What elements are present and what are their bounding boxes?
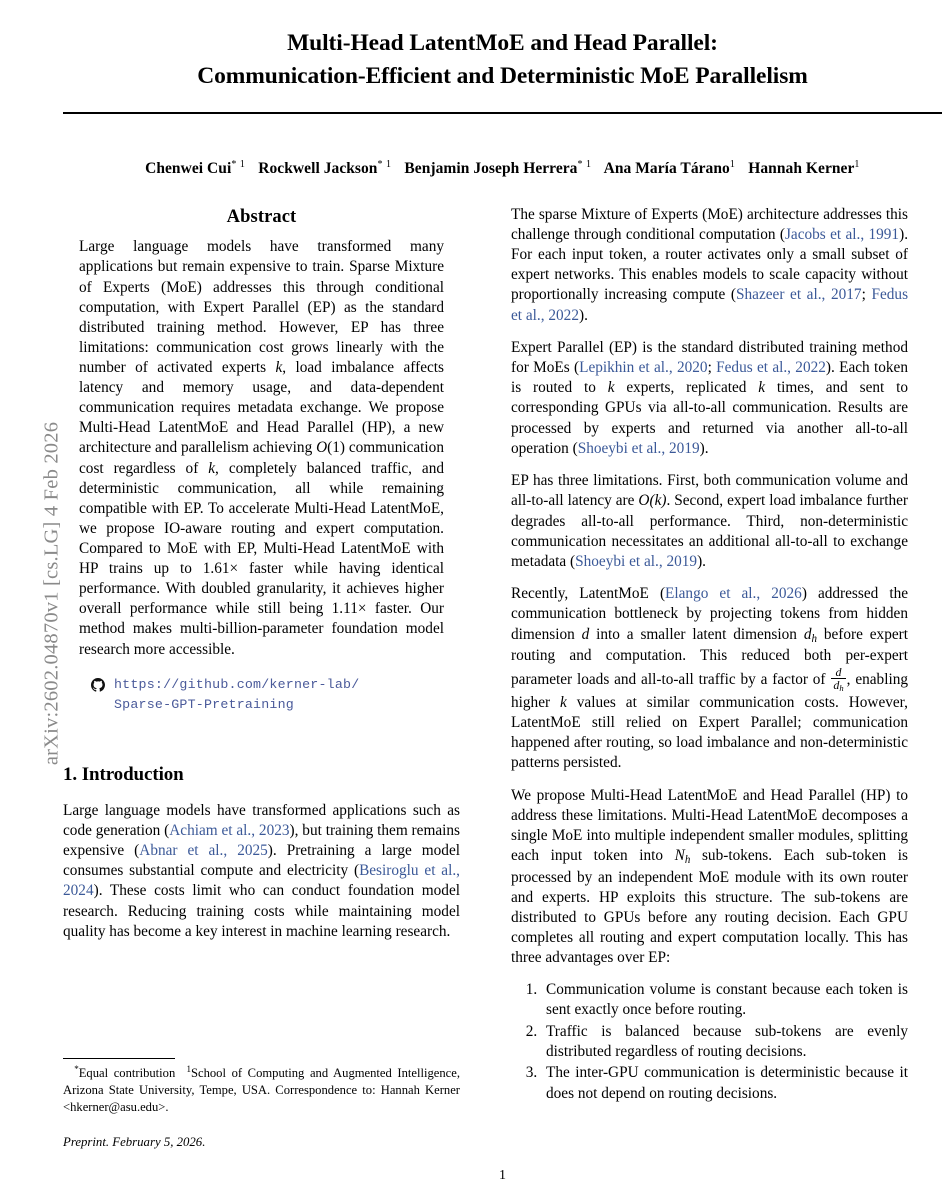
rc4-frag-5: , enabling higher [511,670,908,711]
intro-frag-2: ), but training them remains expensive ( [63,822,460,860]
paper-title-line-1: Multi-Head LatentMoE and Head Parallel: [287,30,718,56]
rc4-frag-1: Recently, LatentMoE ( [511,585,666,603]
math-k: k [607,379,615,397]
list-item: 2. Traffic is balanced because sub-tokens are evenly distributed regardless of routing decisions. [541,1022,908,1062]
author-entry [604,160,736,177]
citation-jacobs[interactable]: Jacobs et al., 1991 [784,226,900,244]
rc5-frag-1: We propose Multi-Head LatentMoE and Head Parallel (HP) to address these limitations. Multi-Head LatentMoE decomposes a single MoE into multiple independent smaller modules, splitting each input token into [511,786,908,865]
rc3-frag-3: ). [697,552,706,570]
footnote-affiliation: School of Computing and Augmented Intelligence, Arizona State University, Tempe, USA. Correspondence to: Hannah Kerner <hkerner@asu.edu>. [63,1066,460,1114]
footnote-equal-contribution: Equal contribution [78,1066,176,1081]
title-block [63,0,942,114]
speedup-value-2: 1.11× [331,600,367,618]
right-paragraph-3 [511,471,908,572]
right-paragraph-5 [511,786,908,968]
rc4-frag-4: before expert routing and computation. This reduced both per-expert parameter loads and all-to-all traffic by a factor of [511,625,908,688]
abstract-frag-4: , completely balanced traffic, and deterministic communication, all while remaining compatible with EP. To accelerate Multi-Head LatentMoE, we propose IO-aware routing and expert computation. Compared to MoE with EP, Multi-Head LatentMoE with HP trains up to [79,459,444,578]
repository-url[interactable] [114,675,359,715]
introduction-paragraph [63,801,460,942]
author-entry [404,160,591,177]
rc1-frag-1: The sparse Mixture of Experts (MoE) architecture addresses this challenge through conditional computation ( [511,206,908,244]
author-name: Rockwell Jackson [258,159,378,177]
rc3-frag-1: EP has three limitations. First, both communication volume and all-to-all latency are [511,472,908,510]
citation-shoeybi[interactable]: Shoeybi et al., 2019 [575,552,698,570]
author-name: Ana María Tárano [603,159,730,177]
citation-shoeybi[interactable]: Shoeybi et al., 2019 [577,439,700,457]
repository-url-line-1: https://github.com/kerner-lab/ [114,676,360,692]
author-entry [145,160,245,177]
body-columns [63,205,942,1165]
intro-frag-4: ). These costs limit who can conduct foundation model research. Reducing training costs while maintaining model quality has become a key interest in machine learning research. [63,882,460,940]
math-N-h: $N_h$ [674,847,691,867]
citation-separator: ; [707,359,717,377]
rc4-frag-6: values at similar communication costs. However, LatentMoE still relied on Expert Parallel; communication happened after routing, so load imbalance and non-deterministic patterns persisted. [511,694,908,772]
citation-lepikhin[interactable]: Lepikhin et al., 2020 [579,359,708,377]
citation-abnar[interactable]: Abnar et al., 2025 [139,842,268,860]
citation-besiroglu[interactable]: Besiroglu et al., 2024 [63,862,460,900]
rc4-frag-2: ) addressed the communication bottleneck by projecting tokens from hidden dimension [511,585,909,643]
right-paragraph-1 [511,205,908,326]
author-marks: 1 [729,158,736,170]
abstract-frag-3: (1) communication cost regardless of [79,439,444,477]
paper-sheet [63,0,942,1200]
math-O: O [316,439,328,457]
rc2-frag-4: times, and sent to corresponding GPUs via all-to-all communication. Results are processed by experts and returned via another all-to-all operation ( [511,379,908,457]
page-title [77,27,928,93]
repository-url-line-2: Sparse-GPT-Pretraining [114,696,294,712]
footnote-text [63,1064,460,1115]
author-marks: * 1 [577,158,592,170]
preprint-notice: Preprint. February 5, 2026. [63,1135,206,1150]
author-marks: * 1 [231,158,246,170]
math-fraction-d-over-dh: $\frac{d}{d_h}$ [833,664,844,694]
rc5-frag-2: sub-tokens. Each sub-token is processed by an independent MoE module with its own router and experts. HP exploits this structure. The sub-tokens are distributed to GPUs before any routing decision. Each GPU completes all routing and expert computation locally. This has three advantages over EP: [511,847,908,966]
math-k: k [560,694,567,711]
citation-elango[interactable]: Elango et al., 2026 [665,585,802,603]
repository-link[interactable] [91,675,444,715]
math-k: k [208,459,216,477]
rc4-frag-3: into a smaller latent dimension [589,625,804,643]
rc3-frag-2: . Second, expert load imbalance further degrades all-to-all performance. Third, non-deterministic communication necessitates an additional all-to-all to exchange metadata ( [511,492,908,570]
arxiv-stamp: arXiv:2602.04870v1 [cs.LG] 4 Feb 2026 [40,421,63,766]
abstract-heading: Abstract [226,207,297,227]
abstract-frag-5: faster while having identical performance. With doubled granularity, it achieves higher overall performance while still being [79,560,444,618]
citation-separator: ; [861,286,872,304]
left-column [63,205,460,954]
footnote-star-mark: * [74,1064,79,1074]
author-entry [258,160,391,177]
footnote-area [63,1058,460,1163]
list-item: 3. The inter-GPU communication is deterministic because it does not depend on routing decisions. [541,1063,908,1103]
speedup-value-1: 1.61× [202,560,239,578]
github-icon [91,678,105,692]
citation-fedus[interactable]: Fedus et al., 2022 [716,359,826,377]
author-name: Chenwei Cui [145,159,232,177]
abstract-frag-1: Large language models have transformed many applications but remain expensive to train. Sparse Mixture of Experts (MoE) addresses this through conditional computation, with Expert Parallel (EP) as the standard distributed training method. However, EP has three limitations: communication cost grows linearly with the number of activated experts [79,238,444,376]
footnote-affiliation-mark: 1 [186,1064,191,1074]
footnote-divider [63,1058,175,1059]
rc2-frag-1: Expert Parallel (EP) is the standard distributed training method for MoEs ( [511,339,908,377]
rc1-frag-3: ). [578,306,588,324]
page-number: 1 [499,1168,506,1183]
citation-achiam[interactable]: Achiam et al., 2023 [169,822,290,840]
rc2-frag-5: ). [699,439,709,457]
advantages-list [511,980,908,1104]
math-k: k [758,379,766,397]
citation-shazeer[interactable]: Shazeer et al., 2017 [736,286,862,304]
author-entry [748,160,860,177]
author-marks: * 1 [377,158,392,170]
paper-title-line-2: Communication-Efficient and Deterministic MoE Parallelism [197,62,808,89]
author-marks: 1 [854,158,860,170]
right-column [511,205,908,1105]
rc2-frag-3: experts, replicated [614,379,759,397]
math-d: d [581,625,590,643]
rc1-frag-2: ). For each input token, a router activates only a small subset of expert networks. This enables models to scale capacity without proportionally increasing compute ( [511,226,909,304]
title-divider [63,112,942,114]
citation-fedus[interactable]: Fedus et al., 2022 [511,286,909,324]
section-heading-introduction: 1. Introduction [63,764,184,786]
author-list [63,159,942,178]
list-item: 1. Communication volume is constant because each token is sent exactly once before routing. [541,980,908,1020]
abstract-text [79,237,444,659]
intro-frag-3: ). Pretraining a large model consumes substantial compute and electricity ( [63,842,460,880]
author-name: Hannah Kerner [748,159,855,177]
abstract-frag-2: , load imbalance affects latency and memory usage, and data-dependent communication requires metadata exchange. We propose Multi-Head LatentMoE and Head Parallel (HP), a new architecture and parallelism achieving [79,358,444,457]
rc2-frag-2: ). Each token is routed to [511,359,908,397]
math-O-of-k: O(k) [638,492,667,510]
intro-frag-1: Large language models have transformed applications such as code generation ( [63,802,460,840]
right-paragraph-2 [511,338,908,459]
author-name: Benjamin Joseph Herrera [404,159,578,177]
abstract-paragraph [79,237,444,659]
math-d-h: $d_h$ [803,625,817,645]
math-k: k [275,358,283,376]
right-paragraph-4 [511,584,908,773]
abstract-frag-6: faster. Our method makes multi-billion-parameter foundation model research more accessible. [79,600,445,658]
